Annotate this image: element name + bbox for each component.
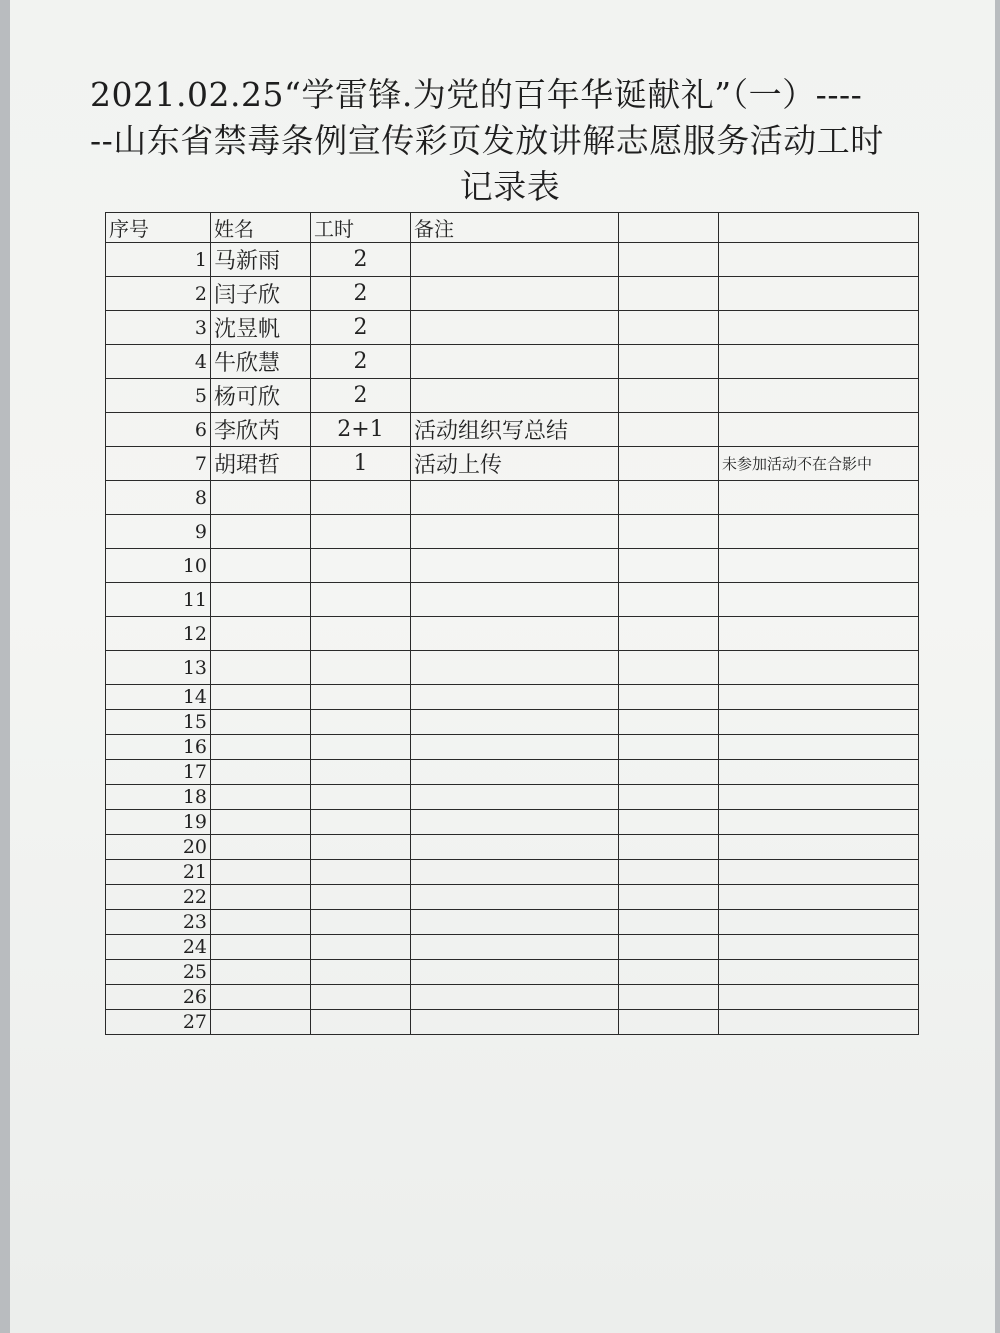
- table-row: [106, 760, 919, 785]
- row-index: 13: [106, 651, 211, 685]
- row-hours: [311, 935, 411, 960]
- row-extra-note: [719, 735, 919, 760]
- row-hours: [311, 910, 411, 935]
- row-index: 25: [106, 960, 211, 985]
- row-name: 胡珺哲: [211, 447, 311, 481]
- row-blank: [619, 1010, 719, 1035]
- row-hours: 2: [311, 243, 411, 277]
- row-name: 李欣芮: [211, 413, 311, 447]
- table-row: [106, 985, 919, 1010]
- row-hours: [311, 960, 411, 985]
- row-extra-note: [719, 885, 919, 910]
- row-extra-note: [719, 935, 919, 960]
- row-hours: [311, 985, 411, 1010]
- row-blank: [619, 735, 719, 760]
- row-remark: [411, 810, 619, 835]
- row-remark: [411, 860, 619, 885]
- row-blank: [619, 447, 719, 481]
- title-line-3: 记录表: [459, 167, 561, 206]
- row-blank: [619, 810, 719, 835]
- row-index: 14: [106, 685, 211, 710]
- row-blank: [619, 935, 719, 960]
- row-hours: [311, 685, 411, 710]
- row-blank: [619, 243, 719, 277]
- row-hours: 2: [311, 345, 411, 379]
- header-blank-1: [619, 213, 719, 243]
- row-index: 21: [106, 860, 211, 885]
- row-extra-note: [719, 810, 919, 835]
- row-blank: [619, 885, 719, 910]
- row-extra-note: [719, 860, 919, 885]
- row-blank: [619, 549, 719, 583]
- table-row: [106, 835, 919, 860]
- table-row: [106, 277, 919, 311]
- row-name: [211, 685, 311, 710]
- row-remark: [411, 960, 619, 985]
- row-name: [211, 710, 311, 735]
- row-remark: [411, 885, 619, 910]
- row-name: [211, 583, 311, 617]
- row-remark: [411, 583, 619, 617]
- row-index: 16: [106, 735, 211, 760]
- row-extra-note: [719, 785, 919, 810]
- row-index: 18: [106, 785, 211, 810]
- row-index: 15: [106, 710, 211, 735]
- row-hours: [311, 651, 411, 685]
- row-extra-note: [719, 413, 919, 447]
- row-hours: [311, 583, 411, 617]
- row-name: [211, 760, 311, 785]
- row-extra-note: [719, 617, 919, 651]
- row-name: [211, 885, 311, 910]
- row-index: 11: [106, 583, 211, 617]
- row-name: [211, 810, 311, 835]
- table-row: [106, 935, 919, 960]
- row-blank: [619, 481, 719, 515]
- row-hours: [311, 549, 411, 583]
- row-name: [211, 910, 311, 935]
- row-hours: [311, 835, 411, 860]
- row-extra-note: [719, 710, 919, 735]
- row-hours: [311, 710, 411, 735]
- row-blank: [619, 910, 719, 935]
- row-name: [211, 617, 311, 651]
- row-name: 杨可欣: [211, 379, 311, 413]
- table-row: [106, 617, 919, 651]
- row-remark: [411, 549, 619, 583]
- table-header-row: [106, 213, 919, 243]
- row-remark: [411, 277, 619, 311]
- row-hours: [311, 1010, 411, 1035]
- row-name: 马新雨: [211, 243, 311, 277]
- row-name: [211, 515, 311, 549]
- row-index: 3: [106, 311, 211, 345]
- header-remarks: 备注: [411, 213, 619, 243]
- row-extra-note: [719, 960, 919, 985]
- table-row: [106, 885, 919, 910]
- table-row: [106, 960, 919, 985]
- row-remark: [411, 735, 619, 760]
- table-row: [106, 810, 919, 835]
- row-extra-note: [719, 481, 919, 515]
- table-row: [106, 515, 919, 549]
- title-line-2: --山东省禁毒条例宣传彩页发放讲解志愿服务活动工时: [90, 121, 884, 160]
- row-blank: [619, 277, 719, 311]
- row-index: 5: [106, 379, 211, 413]
- row-remark: [411, 379, 619, 413]
- row-blank: [619, 685, 719, 710]
- row-hours: 1: [311, 447, 411, 481]
- row-remark: [411, 651, 619, 685]
- row-hours: [311, 735, 411, 760]
- table-row: [106, 785, 919, 810]
- row-remark: [411, 760, 619, 785]
- row-extra-note: [719, 379, 919, 413]
- row-extra-note: [719, 1010, 919, 1035]
- row-hours: [311, 810, 411, 835]
- row-blank: [619, 311, 719, 345]
- row-name: [211, 935, 311, 960]
- row-hours: 2+1: [311, 413, 411, 447]
- row-hours: [311, 885, 411, 910]
- row-name: [211, 651, 311, 685]
- row-index: 27: [106, 1010, 211, 1035]
- row-blank: [619, 860, 719, 885]
- row-blank: [619, 515, 719, 549]
- table-row: [106, 481, 919, 515]
- row-extra-note: [719, 277, 919, 311]
- table-row: [106, 910, 919, 935]
- row-name: [211, 985, 311, 1010]
- row-hours: 2: [311, 277, 411, 311]
- row-name: [211, 860, 311, 885]
- header-name: 姓名: [211, 213, 311, 243]
- row-index: 22: [106, 885, 211, 910]
- row-name: 沈昱帆: [211, 311, 311, 345]
- row-remark: [411, 243, 619, 277]
- row-index: 17: [106, 760, 211, 785]
- row-blank: [619, 651, 719, 685]
- table-row: [106, 413, 919, 447]
- title-line-1: 2021.02.25“学雷锋.为党的百年华诞献礼”（一）----: [90, 75, 863, 114]
- table-row: [106, 710, 919, 735]
- row-extra-note: 未参加活动不在合影中: [719, 447, 919, 481]
- header-index: 序号: [106, 213, 211, 243]
- row-remark: [411, 345, 619, 379]
- row-name: [211, 549, 311, 583]
- table-row: [106, 1010, 919, 1035]
- row-hours: [311, 760, 411, 785]
- row-remark: 活动组织写总结: [411, 413, 619, 447]
- row-extra-note: [719, 910, 919, 935]
- row-remark: [411, 311, 619, 345]
- row-name: [211, 835, 311, 860]
- row-index: 4: [106, 345, 211, 379]
- document-title: [90, 72, 930, 210]
- row-blank: [619, 760, 719, 785]
- row-index: 1: [106, 243, 211, 277]
- row-extra-note: [719, 651, 919, 685]
- row-extra-note: [719, 985, 919, 1010]
- row-remark: [411, 617, 619, 651]
- header-hours: 工时: [311, 213, 411, 243]
- row-remark: 活动上传: [411, 447, 619, 481]
- row-index: 24: [106, 935, 211, 960]
- table-row: [106, 583, 919, 617]
- row-hours: [311, 515, 411, 549]
- row-remark: [411, 481, 619, 515]
- row-name: [211, 1010, 311, 1035]
- row-extra-note: [719, 685, 919, 710]
- row-remark: [411, 835, 619, 860]
- row-hours: 2: [311, 379, 411, 413]
- row-index: 10: [106, 549, 211, 583]
- row-extra-note: [719, 549, 919, 583]
- row-remark: [411, 935, 619, 960]
- row-extra-note: [719, 835, 919, 860]
- row-hours: [311, 785, 411, 810]
- row-remark: [411, 785, 619, 810]
- table-row: [106, 311, 919, 345]
- row-name: 牛欣慧: [211, 345, 311, 379]
- row-extra-note: [719, 345, 919, 379]
- row-remark: [411, 910, 619, 935]
- table-row: [106, 735, 919, 760]
- row-remark: [411, 515, 619, 549]
- row-blank: [619, 710, 719, 735]
- row-blank: [619, 345, 719, 379]
- row-name: [211, 960, 311, 985]
- row-name: [211, 735, 311, 760]
- row-index: 9: [106, 515, 211, 549]
- row-index: 6: [106, 413, 211, 447]
- row-blank: [619, 617, 719, 651]
- row-hours: [311, 860, 411, 885]
- paper-sheet: [10, 0, 995, 1333]
- table-row: [106, 685, 919, 710]
- row-blank: [619, 960, 719, 985]
- table-row: [106, 549, 919, 583]
- row-name: [211, 785, 311, 810]
- row-blank: [619, 413, 719, 447]
- row-extra-note: [719, 760, 919, 785]
- row-name: 闫子欣: [211, 277, 311, 311]
- header-blank-2: [719, 213, 919, 243]
- row-name: [211, 481, 311, 515]
- row-extra-note: [719, 311, 919, 345]
- row-index: 26: [106, 985, 211, 1010]
- row-index: 8: [106, 481, 211, 515]
- row-remark: [411, 985, 619, 1010]
- table-row: [106, 345, 919, 379]
- row-index: 2: [106, 277, 211, 311]
- row-index: 19: [106, 810, 211, 835]
- row-remark: [411, 710, 619, 735]
- row-hours: [311, 617, 411, 651]
- row-blank: [619, 985, 719, 1010]
- row-hours: [311, 481, 411, 515]
- row-extra-note: [719, 583, 919, 617]
- row-index: 23: [106, 910, 211, 935]
- row-blank: [619, 785, 719, 810]
- row-hours: 2: [311, 311, 411, 345]
- table-row: [106, 447, 919, 481]
- table-row: [106, 243, 919, 277]
- row-remark: [411, 685, 619, 710]
- row-extra-note: [719, 515, 919, 549]
- hours-record-table: [105, 212, 919, 1035]
- row-extra-note: [719, 243, 919, 277]
- row-index: 12: [106, 617, 211, 651]
- row-blank: [619, 379, 719, 413]
- table-row: [106, 651, 919, 685]
- row-blank: [619, 835, 719, 860]
- table-row: [106, 379, 919, 413]
- row-remark: [411, 1010, 619, 1035]
- table-row: [106, 860, 919, 885]
- row-index: 7: [106, 447, 211, 481]
- row-blank: [619, 583, 719, 617]
- row-index: 20: [106, 835, 211, 860]
